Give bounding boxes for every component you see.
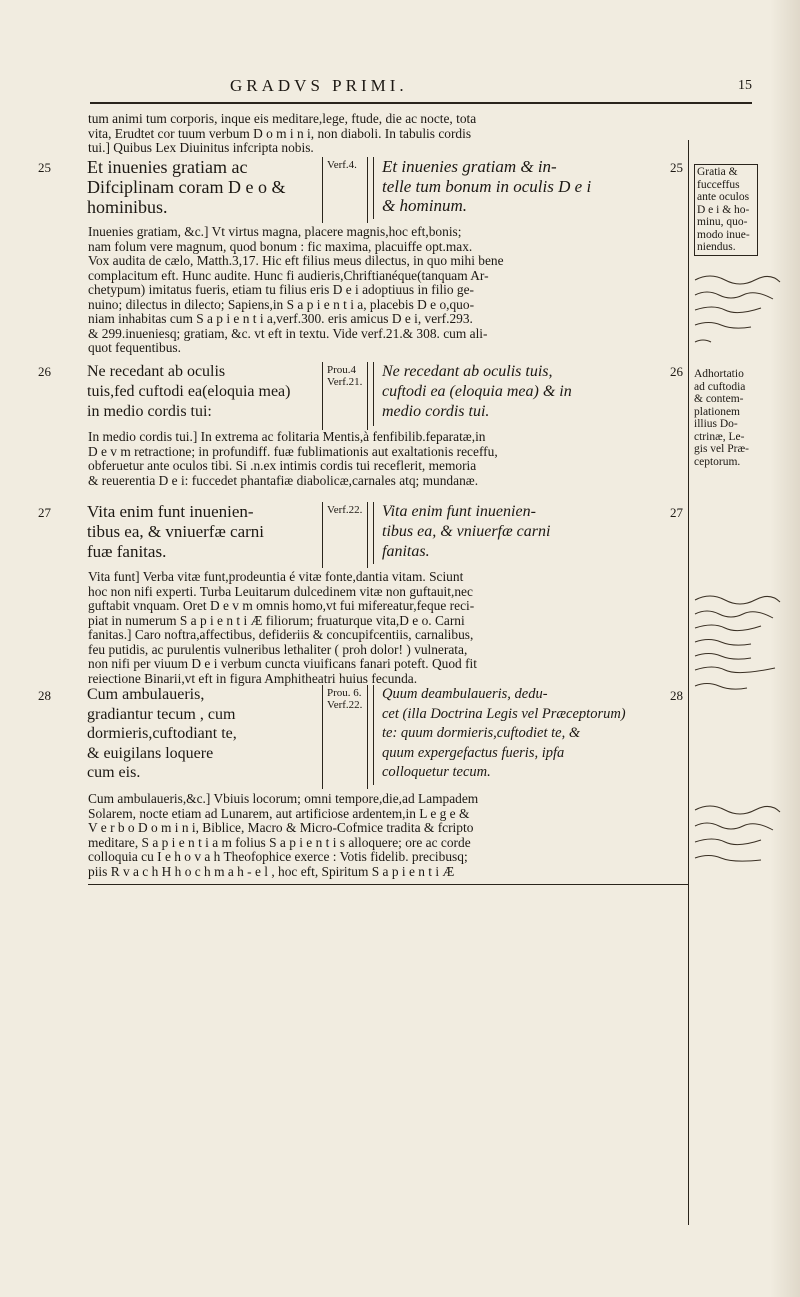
verse-line: gradiantur tecum , cum bbox=[87, 705, 236, 723]
commentary-line: non nifi per viuum D e i verbum cuncta viuificans fanari poteft. Quod fit bbox=[88, 656, 477, 671]
commentary-line: niam inhabitas cum S a p i e n t i a,verf.300. eris amicus D e i, verf.293. bbox=[88, 311, 473, 326]
commentary-line: Vox audita de cælo, Matth.3,17. Hic eft filius meus dilectus, in quo mihi bene bbox=[88, 253, 504, 268]
commentary-25 bbox=[88, 225, 686, 356]
commentary-line: feu putidis, ac purulentis vulneribus lethaliter ( proh dolor! ) vulnerata, bbox=[88, 641, 468, 657]
commentary-line: quot fequentibus. bbox=[88, 340, 181, 355]
verse-number-left: 27 bbox=[38, 505, 51, 520]
verse-number-left: 28 bbox=[38, 688, 51, 703]
commentary-line: colloquia cu I e h o v a h Theofophice exerce : Votis fidelib. precibusq; bbox=[88, 849, 468, 864]
verse-line: in medio cordis tui: bbox=[87, 403, 212, 420]
verse-line: hominibus. bbox=[87, 197, 168, 217]
latin-line: Vita enim funt inuenien- bbox=[382, 503, 536, 520]
verse-number-right: 27 bbox=[670, 505, 683, 520]
commentary-line: piat in numerum S a p i e n t i Æ filiorum; fruaturque vita,D e o. Carni bbox=[88, 612, 465, 628]
verse-number-left: 25 bbox=[38, 160, 51, 175]
margin-line: gis vel Præ- bbox=[694, 443, 749, 455]
verse-27-latin bbox=[373, 502, 682, 564]
commentary-line: piis R v a c h H h o c h m a h - e l , hoc eft, Spiritum S a p i e n t i Æ bbox=[88, 863, 455, 879]
verse-28-ref bbox=[322, 685, 368, 789]
verse-25-ref: Verf.4. bbox=[322, 157, 368, 223]
latin-line: quum expergefactus fueris, ipfa bbox=[382, 744, 565, 761]
commentary-line: Inuenies gratiam, &c.] Vt virtus magna, placere magnis,hoc eft,bonis; bbox=[88, 224, 462, 239]
commentary-line: obferuetur ante oculos tibi. Si .n.ex intimis cordis tui receflerit, memoria bbox=[88, 458, 477, 473]
verse-number-right: 25 bbox=[670, 160, 683, 175]
commentary-line: Vita funt] Verba vitæ funt,prodeuntia é vitæ fonte,dantia vitam. Sciunt bbox=[88, 569, 464, 584]
intro-line: tum animi tum corporis, inque eis meditare,lege, ftude, die ac nocte, tota bbox=[88, 111, 477, 126]
verse-line: & euigilans loquere bbox=[87, 744, 214, 762]
commentary-line: In medio cordis tui.] In extrema ac folitaria Mentis,à fenfibilib.feparatæ,in bbox=[88, 429, 486, 444]
margin-note-26 bbox=[694, 368, 764, 468]
margin-line: Adhortatio bbox=[694, 368, 744, 380]
verse-28 bbox=[75, 685, 680, 785]
commentary-line: Cum ambulaueris,&c.] Vbiuis locorum; omni tempore,die,ad Lampadem bbox=[88, 791, 479, 806]
verse-line: tibus ea, & vniuerfæ carni bbox=[87, 522, 265, 541]
commentary-line: chetypum) imitatus fueris, etiam tu filius eris D e i adoptiuus in filio ge- bbox=[88, 282, 475, 297]
ref-line: Prou.4 bbox=[327, 364, 357, 376]
page-number: 15 bbox=[738, 78, 752, 93]
verse-number-left: 26 bbox=[38, 364, 51, 379]
bottom-rule bbox=[88, 884, 688, 885]
margin-line: modo inue- bbox=[697, 228, 750, 241]
verse-line: Et inuenies gratiam ac bbox=[87, 157, 248, 177]
verse-line: tuis,fed cuftodi ea(eloquia mea) bbox=[87, 383, 291, 400]
verse-28-latin bbox=[373, 685, 682, 785]
ref-line: Verf.21. bbox=[327, 376, 363, 388]
commentary-line: meditare, S a p i e n t i a m folius S a p i e n t i s alloquere; ore ac corde bbox=[88, 834, 471, 850]
verse-line: dormieris,cuftodiant te, bbox=[87, 725, 237, 742]
verse-27-text bbox=[87, 502, 317, 562]
commentary-28 bbox=[88, 792, 686, 879]
margin-line: illius Do- bbox=[694, 418, 738, 430]
margin-line: Gratia & bbox=[697, 166, 738, 178]
margin-line: fucceffus bbox=[697, 178, 740, 191]
running-header bbox=[90, 76, 752, 104]
latin-line: medio cordis tui. bbox=[382, 403, 490, 420]
verse-27-ref: Verf.22. bbox=[322, 502, 368, 568]
verse-26-latin bbox=[373, 362, 682, 426]
verse-25 bbox=[75, 157, 680, 219]
commentary-line: guftabit vnquam. Oret D e v m omnis homo,vt fui mifereatur,feque reci- bbox=[88, 598, 475, 613]
verse-28-text bbox=[87, 685, 317, 783]
handwritten-marginalia-2 bbox=[690, 590, 790, 710]
commentary-line: V e r b o D o m i n i, Biblice, Macro & Micro-Cofmice tradita & fcripto bbox=[88, 820, 474, 835]
verse-line: Ne recedant ab oculis bbox=[87, 363, 226, 380]
margin-note-25 bbox=[694, 164, 758, 256]
margin-line: minu, quo- bbox=[697, 216, 748, 228]
latin-line: fanitas. bbox=[382, 543, 430, 560]
verse-line: Vita enim funt inuenien- bbox=[87, 502, 254, 521]
margin-line: niendus. bbox=[697, 241, 736, 253]
verse-26-ref bbox=[322, 362, 368, 430]
ref-line: Prou. 6. bbox=[327, 687, 362, 699]
margin-rule bbox=[688, 140, 689, 1225]
verse-26-text bbox=[87, 362, 317, 422]
commentary-line: hoc non nifi experti. Turba Leuitarum dulcedinem vitæ non guftauit,nec bbox=[88, 583, 473, 599]
verse-26 bbox=[75, 362, 680, 426]
latin-line: telle tum bonum in oculis D e i bbox=[382, 176, 592, 196]
verse-line: cum eis. bbox=[87, 764, 141, 781]
commentary-line: nam folum vere magnum, quod bonum : fic maxima, placuiffe opt.max. bbox=[88, 238, 473, 254]
margin-line: ctrinæ, Le- bbox=[694, 430, 745, 443]
commentary-line: reiectione Binarii,vt eft in figura Amphitheatri huius fecunda. bbox=[88, 670, 418, 686]
latin-line: colloquetur tecum. bbox=[382, 764, 491, 780]
ref-line: Verf.22. bbox=[327, 699, 363, 711]
commentary-line: fanitas.] Caro noftra,affectibus, defideriis & concupifcentiis, carnalibus, bbox=[88, 627, 474, 642]
handwritten-marginalia-1 bbox=[690, 270, 785, 370]
intro-text bbox=[88, 112, 688, 156]
margin-line: ad cuftodia bbox=[694, 380, 746, 393]
margin-line: plationem bbox=[694, 405, 740, 418]
verse-line: fuæ fanitas. bbox=[87, 542, 167, 561]
latin-line: Ne recedant ab oculis tuis, bbox=[382, 363, 553, 380]
latin-line: cuftodi ea (eloquia mea) & in bbox=[382, 383, 572, 400]
intro-line: vita, Erudtet cor tuum verbum D o m i n i, non diaboli. In tabulis cordis bbox=[88, 125, 472, 141]
intro-line: tui.] Quibus Lex Diuinitus infcripta nobis. bbox=[88, 140, 314, 155]
commentary-26 bbox=[88, 430, 686, 488]
latin-line: Quum deambulaueris, dedu- bbox=[382, 686, 548, 702]
commentary-line: nuino; dilectus in dilecto; Sapiens,in S a p i e n t i a, placebis D e o,quo- bbox=[88, 296, 475, 312]
verse-number-right: 28 bbox=[670, 688, 683, 703]
commentary-line: complacitum eft. Hunc audite. Hunc fi audieris,Chriftianéque(tanquam Ar- bbox=[88, 267, 489, 283]
verse-line: Cum ambulaueris, bbox=[87, 686, 205, 703]
margin-line: ceptorum. bbox=[694, 455, 741, 468]
verse-number-right: 26 bbox=[670, 364, 683, 379]
verse-25-latin bbox=[373, 157, 682, 219]
latin-line: Et inuenies gratiam & in- bbox=[382, 157, 557, 176]
commentary-27 bbox=[88, 570, 686, 686]
commentary-line: D e v m retractione; in profundiff. fuæ fublimationis aut exaltationis receffu, bbox=[88, 443, 498, 459]
margin-line: ante oculos bbox=[697, 191, 750, 203]
handwritten-marginalia-3 bbox=[690, 800, 790, 880]
verse-25-text bbox=[87, 157, 317, 217]
commentary-line: Solarem, nocte etiam ad Lunarem, aut artificiose ardentem,in L e g e & bbox=[88, 805, 470, 821]
latin-line: tibus ea, & vniuerfæ carni bbox=[382, 523, 551, 540]
verse-line: Difciplinam coram D e o & bbox=[87, 177, 286, 197]
running-title: GRADVS PRIMI. bbox=[230, 76, 408, 95]
latin-line: te: quum dormieris,cuftodiet te, & bbox=[382, 725, 581, 741]
commentary-line: & 299.inueniesq; gratiam, &c. vt eft in textu. Vide verf.21.& 308. cum ali- bbox=[88, 325, 488, 341]
latin-line: & hominum. bbox=[382, 196, 467, 215]
margin-line: D e i & ho- bbox=[697, 203, 750, 216]
commentary-line: & reuerentia D e i: fuccedet phantafiæ diabolicæ,carnales atq; mundanæ. bbox=[88, 472, 479, 488]
margin-line: & contem- bbox=[694, 393, 744, 405]
verse-27 bbox=[75, 502, 680, 564]
latin-line: cet (illa Doctrina Legis vel Præceptorum) bbox=[382, 705, 626, 722]
